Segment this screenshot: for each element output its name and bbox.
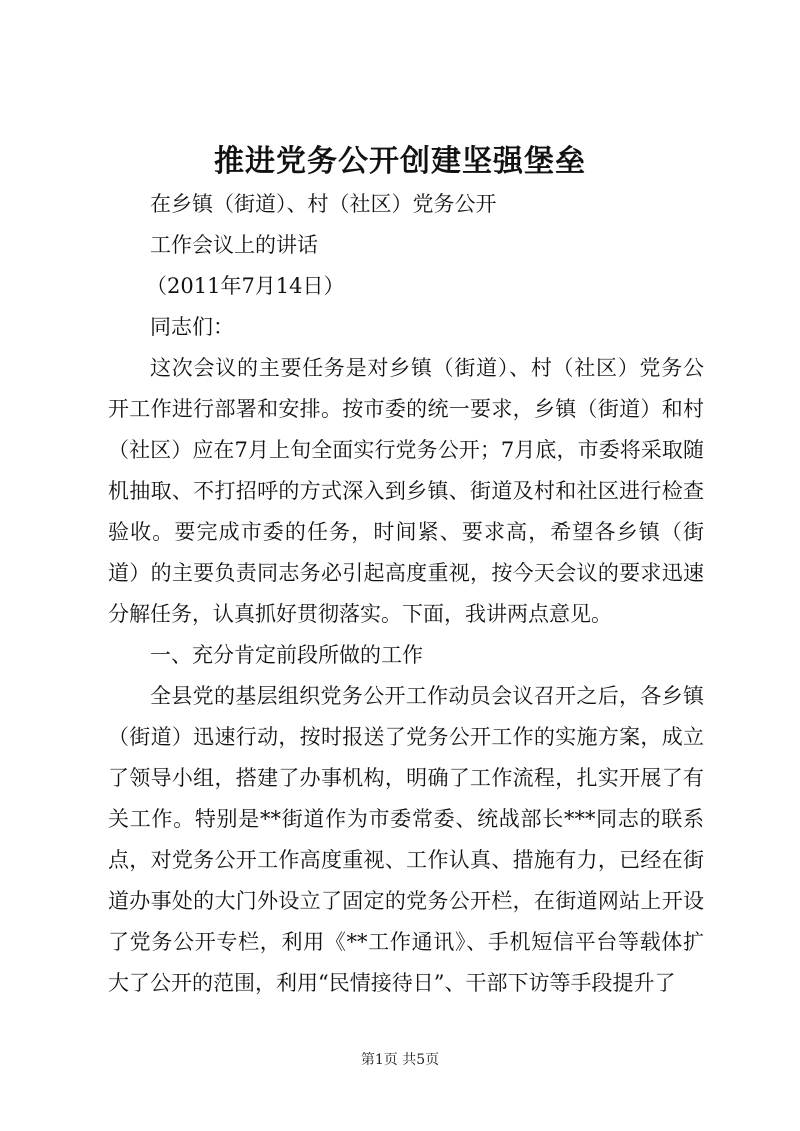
- paragraph-intro: 这次会议的主要任务是对乡镇（街道）、村（社区）党务公开工作进行部署和安排。按市委的统一要求，乡镇（街道）和村（社区）应在7月上旬全面实行党务公开；7月底，市委将采取随机抽取、不打招呼的方式深入到乡镇、街道及村和社区进行检查验收。要完成市委的任务，时间紧、要求高，希望各乡镇（街道）的主要负责同志务必引起高度重视，按今天会议的要求迅速分解任务，认真抓好贯彻落实。下面，我讲两点意见。: [108, 356, 704, 626]
- subtitle-line-1: 在乡镇（街道）、村（社区）党务公开: [150, 192, 497, 216]
- speech-date: （2011年7月14日）: [146, 274, 345, 298]
- paragraph-section-1: 全县党的基层组织党务公开工作动员会议召开之后，各乡镇（街道）迅速行动，按时报送了党务公开工作的实施方案，成立了领导小组，搭建了办事机构，明确了工作流程，扎实开展了有关工作。特别是**街道作为市委常委、统战部长***同志的联系点，对党务公开工作高度重视、工作认真、措施有力，已经在街道办事处的大门外设立了固定的党务公开栏，在街道网站上开设了党务公开专栏，利用《**工作通讯》、手机短信平台等载体扩大了公开的范围，利用“民情接待日”、干部下访等手段提升了: [108, 684, 704, 995]
- subtitle-line-2: 工作会议上的讲话: [150, 233, 318, 257]
- section-heading-1: 一、充分肯定前段所做的工作: [150, 643, 423, 667]
- page-footer: 第1页 共5页: [360, 1052, 440, 1068]
- document-body: [108, 184, 704, 1004]
- salutation: 同志们：: [150, 315, 234, 339]
- document-title: 推进党务公开创建坚强堡垒: [214, 144, 586, 179]
